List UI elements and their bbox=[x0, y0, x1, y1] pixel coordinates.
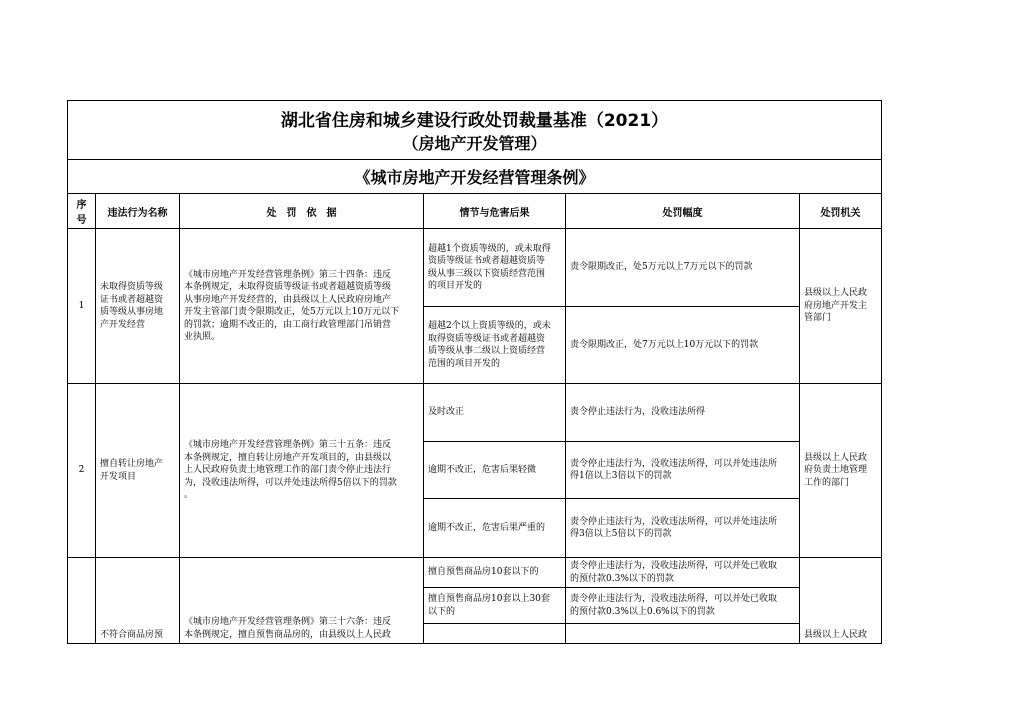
penalty-basis: 《城市房地产开发经营管理条例》第三十四条：违反 本条例规定，未取得资质等级证书或者超越资质等级 从事房地产开发经营的，由县级以上人民政府房地产 开发主管部门责令限期改正，处5万元以上10万元以下 的罚款；逾期不改正的，由工商行政管理部门吊销营 业执照。 bbox=[180, 229, 424, 384]
penalty-basis: 《城市房地产开发经营管理条例》第三十六条：违反 本条例规定，擅自预售商品房的，由县级以上人民政 bbox=[180, 558, 424, 644]
violation-name: 擅自转让房地产 开发项目 bbox=[96, 384, 180, 558]
circumstance-cell: 及时改正 bbox=[424, 384, 566, 442]
header-authority: 处罚机关 bbox=[800, 194, 882, 229]
penalty-range-cell: 责令停止违法行为，没收违法所得，可以并处已收取 的预付款0.3%以上0.6%以下的罚款 bbox=[566, 588, 800, 624]
section-title: 《城市房地产开发经营管理条例》 bbox=[68, 160, 882, 194]
header-penalty: 处罚幅度 bbox=[566, 194, 800, 229]
header-circumstance: 情节与危害后果 bbox=[424, 194, 566, 229]
circumstance-cell: 超越2个以上资质等级的，或未 取得资质等级证书或者超越资 质等级从事二级以上资质经营 范围的项目开发的 bbox=[424, 307, 566, 384]
row-number: 1 bbox=[68, 229, 96, 384]
title-cell bbox=[68, 101, 882, 160]
row-number: 2 bbox=[68, 384, 96, 558]
authority-cell: 县级以上人民政 府负责土地管理 工作的部门 bbox=[800, 384, 882, 558]
circumstance-cell: 擅自预售商品房10套以下的 bbox=[424, 558, 566, 588]
penalty-range-cell: 责令限期改正，处7万元以上10万元以下的罚款 bbox=[566, 307, 800, 384]
header-violation: 违法行为名称 bbox=[96, 194, 180, 229]
header-basis: 处 罚 依 据 bbox=[180, 194, 424, 229]
table-row bbox=[68, 384, 882, 442]
penalty-standard-table bbox=[67, 100, 882, 644]
authority-cell: 县级以上人民政 府房地产开发主 管部门 bbox=[800, 229, 882, 384]
circumstance-cell: 逾期不改正，危害后果严重的 bbox=[424, 499, 566, 558]
authority-cell: 县级以上人民政 bbox=[800, 558, 882, 644]
header-row bbox=[68, 194, 882, 229]
circumstance-cell: 擅自预售商品房10套以上30套 以下的 bbox=[424, 588, 566, 624]
table-row bbox=[68, 229, 882, 307]
circumstance-cell: 超越1个资质等级的，或未取得 资质等级证书或者超越资质等 级从事三级以下资质经营范围 的项目开发的 bbox=[424, 229, 566, 307]
spreadsheet-sheet bbox=[67, 100, 881, 640]
penalty-range-cell: 责令限期改正，处5万元以上7万元以下的罚款 bbox=[566, 229, 800, 307]
circumstance-cell: 逾期不改正，危害后果轻微 bbox=[424, 442, 566, 499]
violation-name: 未取得资质等级 证书或者超越资 质等级从事房地 产开发经营 bbox=[96, 229, 180, 384]
penalty-range-cell: 责令停止违法行为，没收违法所得，可以并处已收取 的预付款0.3%以下的罚款 bbox=[566, 558, 800, 588]
penalty-range-cell bbox=[566, 624, 800, 644]
row-number bbox=[68, 558, 96, 644]
violation-name: 不符合商品房预 bbox=[96, 558, 180, 644]
circumstance-cell bbox=[424, 624, 566, 644]
document-title: 湖北省住房和城乡建设行政处罚裁量基准（2021） bbox=[280, 111, 669, 131]
penalty-range-cell: 责令停止违法行为，没收违法所得，可以并处违法所 得3倍以上5倍以下的罚款 bbox=[566, 499, 800, 558]
document-subtitle: （房地产开发管理） bbox=[402, 134, 547, 153]
header-no: 序号 bbox=[68, 194, 96, 229]
table-row bbox=[68, 558, 882, 588]
penalty-range-cell: 责令停止违法行为，没收违法所得，可以并处违法所 得1倍以上3倍以下的罚款 bbox=[566, 442, 800, 499]
penalty-basis: 《城市房地产开发经营管理条例》第三十五条：违反 本条例规定，擅自转让房地产开发项目的，由县级以 上人民政府负责土地管理工作的部门责令停止违法行 为，没收违法所得，可以并处违法所得5倍以下的罚款 。 bbox=[180, 384, 424, 558]
penalty-range-cell: 责令停止违法行为，没收违法所得 bbox=[566, 384, 800, 442]
